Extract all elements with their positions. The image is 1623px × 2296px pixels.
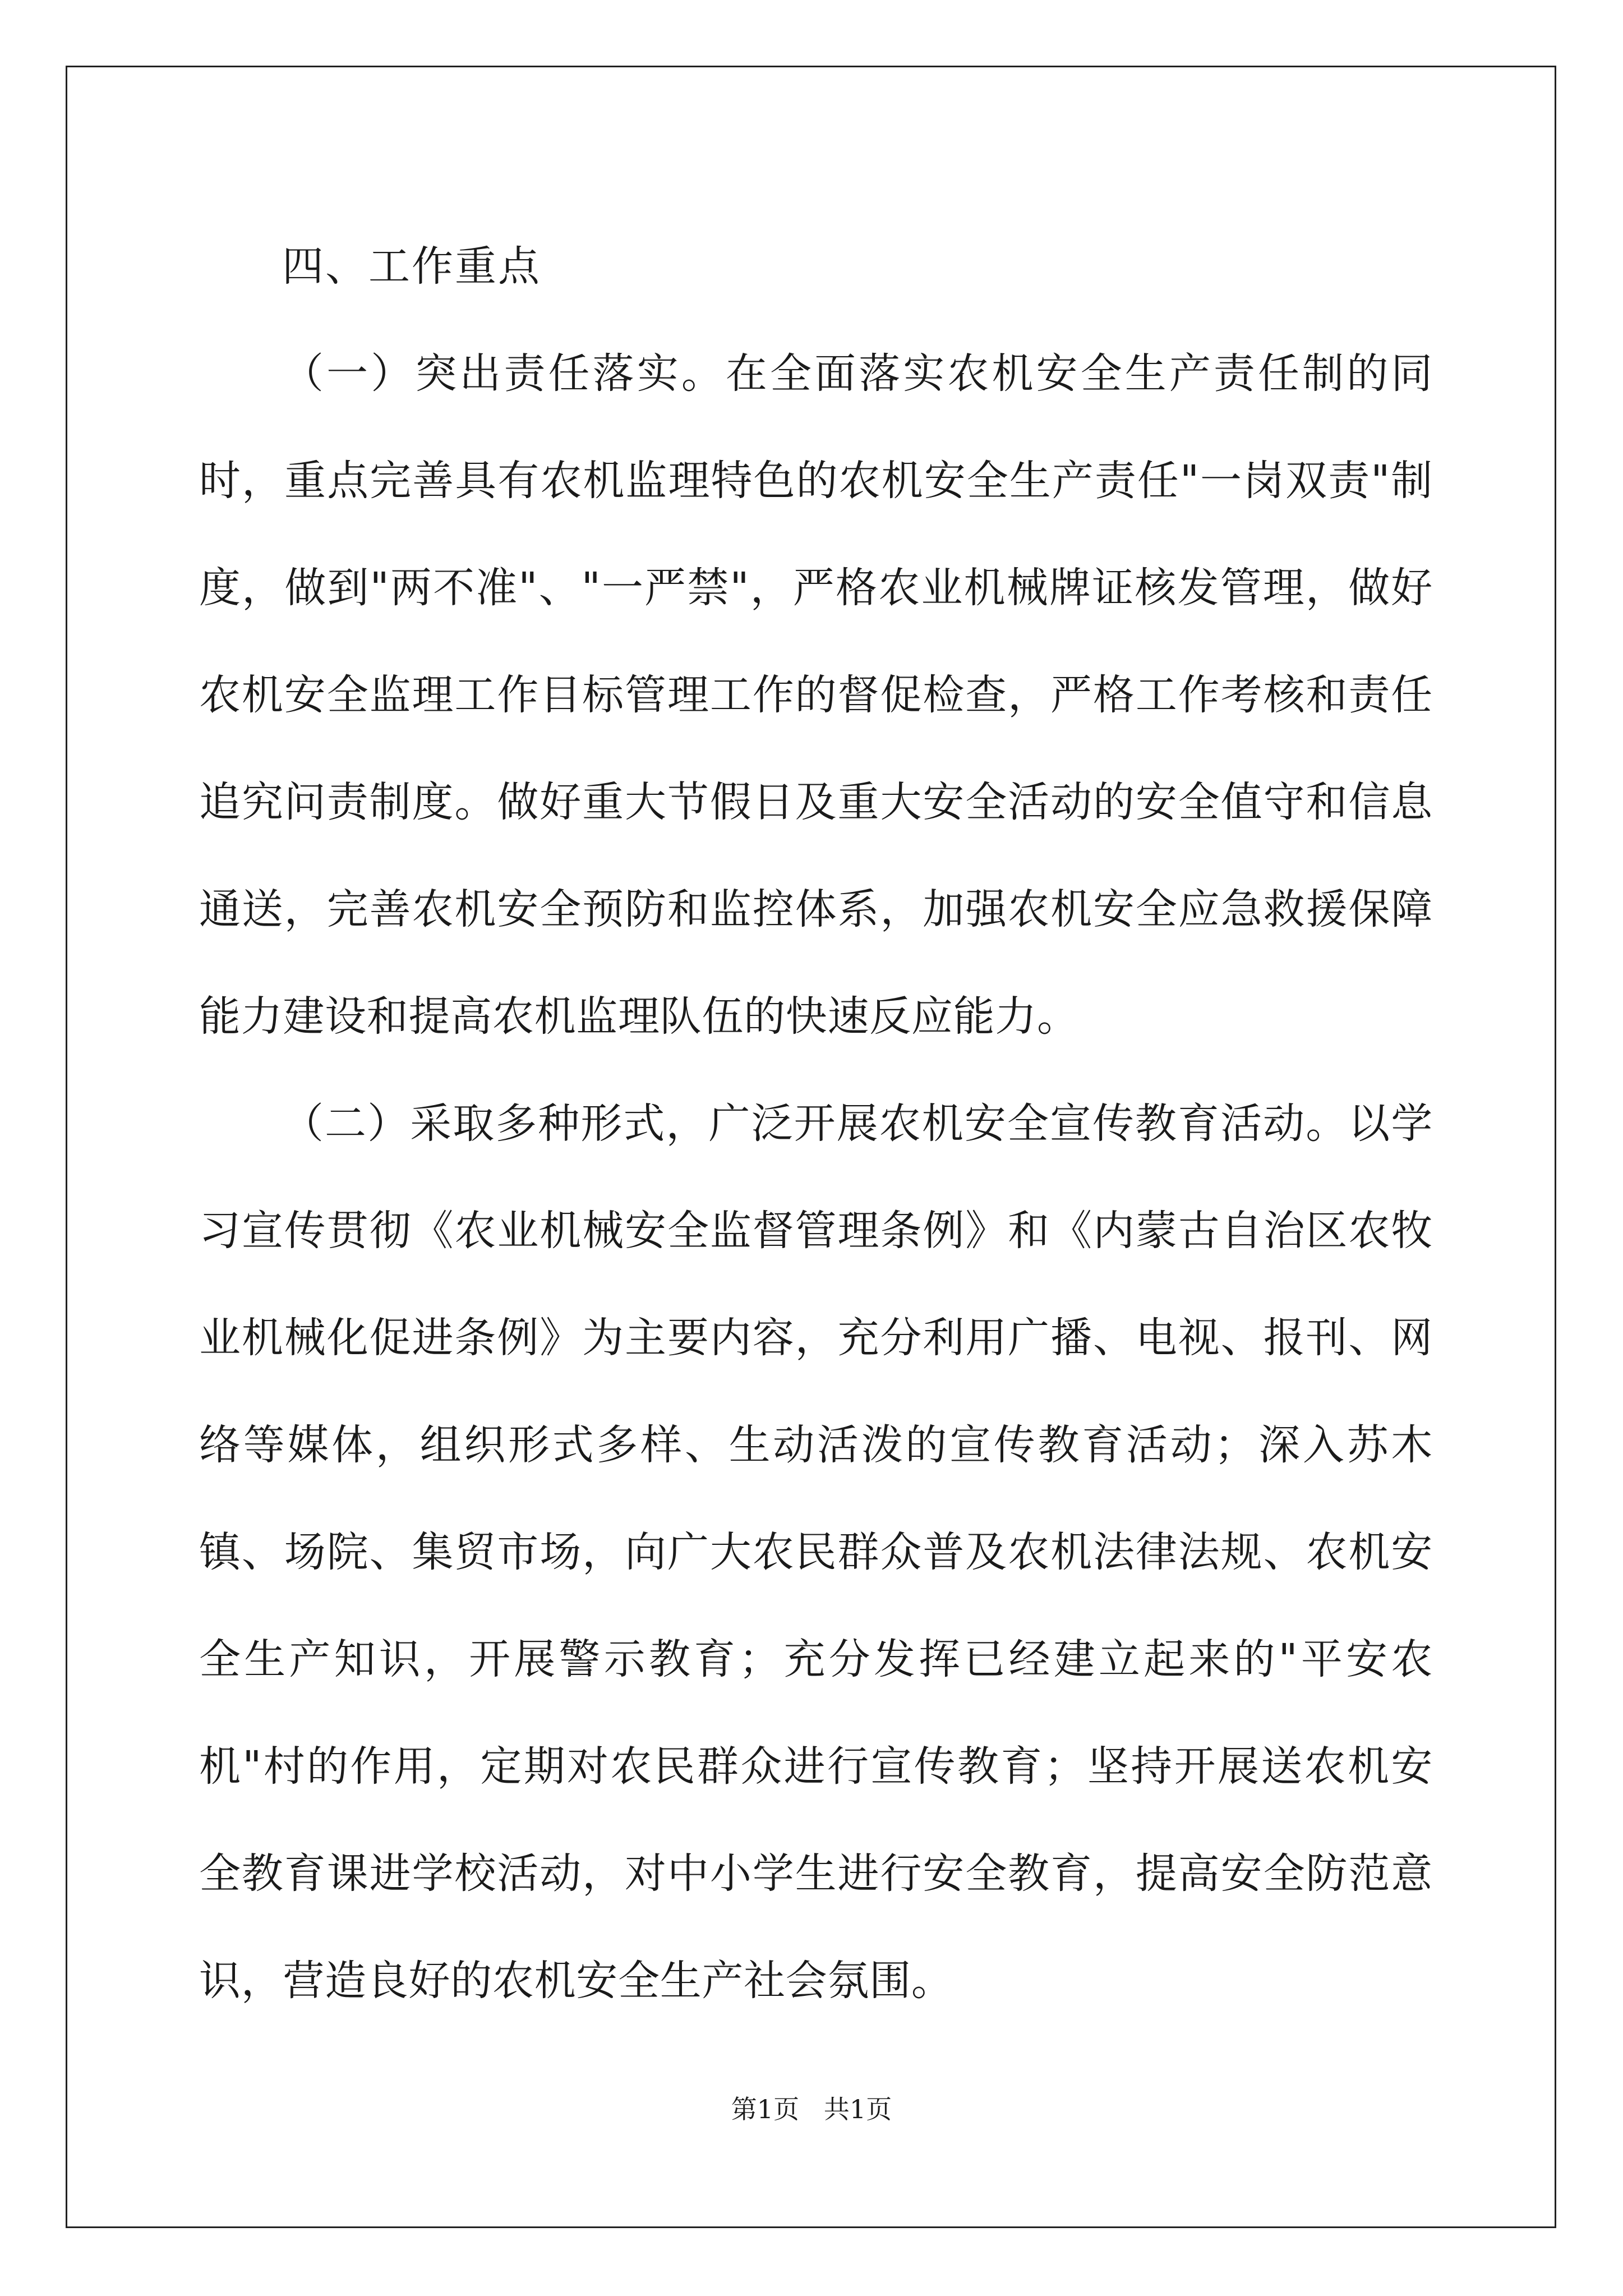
section-heading: 四、工作重点 — [282, 242, 541, 291]
page-number-footer: 第1页 共1页 — [731, 2094, 892, 2124]
document-body — [199, 213, 1433, 2035]
paragraph-responsibility: （一）突出责任落实。在全面落实农机安全生产责任制的同时，重点完善具有农机监理特色的农机安全生产责任"一岗双责"制度，做到"两不准"、"一严禁"，严格农业机械牌证核发管理，做好农机安全监理工作目标管理工作的督促检查，严格工作考核和责任追究问责制度。做好重大节假日及重大安全活动的安全值守和信息通送，完善农机安全预防和监控体系，加强农机安全应急救援保障能力建设和提高农机监理队伍的快速反应能力。 — [199, 349, 1433, 1041]
paragraph-publicity: （二）采取多种形式，广泛开展农机安全宣传教育活动。以学习宣传贯彻《农业机械安全监督管理条例》和《内蒙古自治区农牧业机械化促进条例》为主要内容，充分利用广播、电视、报刊、网络等媒体，组织形式多样、生动活泼的宣传教育活动；深入苏木镇、场院、集贸市场，向广大农民群众普及农机法律法规、农机安全生产知识，开展警示教育；充分发挥已经建立起来的"平安农机"村的作用，定期对农民群众进行宣传教育；坚持开展送农机安全教育课进学校活动，对中小学生进行安全教育，提高安全防范意识，营造良好的农机安全生产社会氛围。 — [199, 1099, 1433, 2005]
